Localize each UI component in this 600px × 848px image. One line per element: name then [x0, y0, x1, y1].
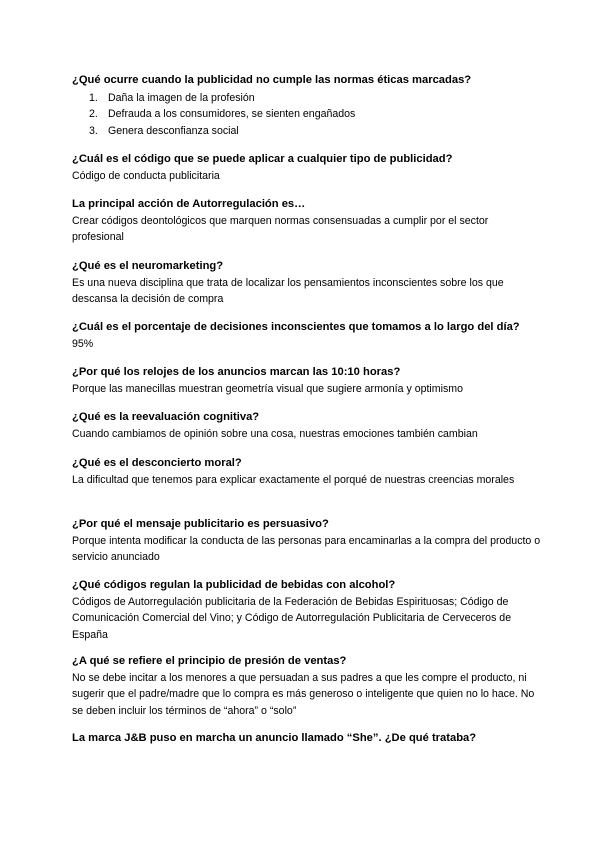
question: ¿Cuál es el código que se puede aplicar a cualquier tipo de publicidad? — [72, 153, 453, 165]
list-number: 2. — [89, 108, 98, 120]
question: ¿Qué ocurre cuando la publicidad no cumple las normas éticas marcadas? — [72, 74, 472, 86]
answer: Porque las manecillas muestran geometría visual que sugiere armonía y optimismo — [72, 382, 463, 395]
question: ¿Qué es el neuromarketing? — [72, 260, 224, 272]
question: ¿Por qué los relojes de los anuncios marcan las 10:10 horas? — [72, 366, 401, 378]
answer: La dificultad que tenemos para explicar exactamente el porqué de nuestras creencias morales — [72, 473, 515, 486]
question: La principal acción de Autorregulación es… — [72, 198, 306, 210]
qa-block-alcohol — [72, 578, 542, 643]
list-text: Daña la imagen de la profesión — [108, 91, 255, 104]
answer: Porque intenta modificar la conducta de las personas para encaminarlas a la compra del producto o servicio anunciado — [72, 534, 541, 563]
numbered-list — [72, 90, 542, 140]
answer: 95% — [72, 337, 94, 350]
qa-block-jb — [72, 731, 542, 747]
list-item — [72, 106, 542, 123]
list-item — [72, 90, 542, 107]
list-number: 3. — [89, 124, 98, 137]
qa-block-code — [72, 152, 542, 184]
question: ¿Qué códigos regulan la publicidad de bebidas con alcohol? — [72, 579, 396, 591]
qa-block-neuromarketing — [72, 259, 542, 308]
question: ¿Qué es el desconcierto moral? — [72, 457, 242, 469]
answer: Códigos de Autorregulación publicitaria de la Federación de Bebidas Espirituosas; Código de Comunicación Comercial del Vino; y Código de Autorregulación Publicitaria de Cerveceros de España — [72, 595, 512, 641]
list-text: Genera desconfianza social — [108, 124, 239, 137]
answer: No se debe incitar a los menores a que persuadan a sus padres a que les compre el producto, ni sugerir que el padre/madre que lo compra es más generoso o inteligente que quien no lo hace. No se deben incluir los términos de “ahora” o “solo” — [72, 671, 535, 717]
question: ¿Qué es la reevaluación cognitiva? — [72, 411, 260, 423]
list-item — [72, 123, 542, 140]
qa-block-persuasive — [72, 517, 542, 566]
answer: Código de conducta publicitaria — [72, 169, 220, 182]
qa-block-moral — [72, 456, 542, 488]
answer: Es una nueva disciplina que trata de localizar los pensamientos inconscientes sobre los que descansa la decisión de compra — [72, 276, 504, 305]
answer: Crear códigos deontológicos que marquen normas consensuadas a cumplir por el sector profesional — [72, 214, 489, 243]
qa-block-consequences — [72, 73, 542, 139]
list-number: 1. — [89, 91, 98, 104]
question: ¿Por qué el mensaje publicitario es persuasivo? — [72, 518, 329, 530]
answer: Cuando cambiamos de opinión sobre una cosa, nuestras emociones también cambian — [72, 427, 478, 440]
qa-block-sales-pressure — [72, 654, 542, 719]
question: La marca J&B puso en marcha un anuncio llamado “She”. ¿De qué trataba? — [72, 732, 477, 744]
question: ¿Cuál es el porcentaje de decisiones inconscientes que tomamos a lo largo del día? — [72, 321, 520, 333]
qa-block-percentage — [72, 320, 542, 352]
qa-block-autoregulation — [72, 197, 542, 246]
qa-block-clocks — [72, 365, 542, 397]
list-text: Defrauda a los consumidores, se sienten engañados — [108, 108, 356, 120]
qa-block-cognitive — [72, 410, 542, 442]
question: ¿A qué se refiere el principio de presión de ventas? — [72, 655, 347, 667]
